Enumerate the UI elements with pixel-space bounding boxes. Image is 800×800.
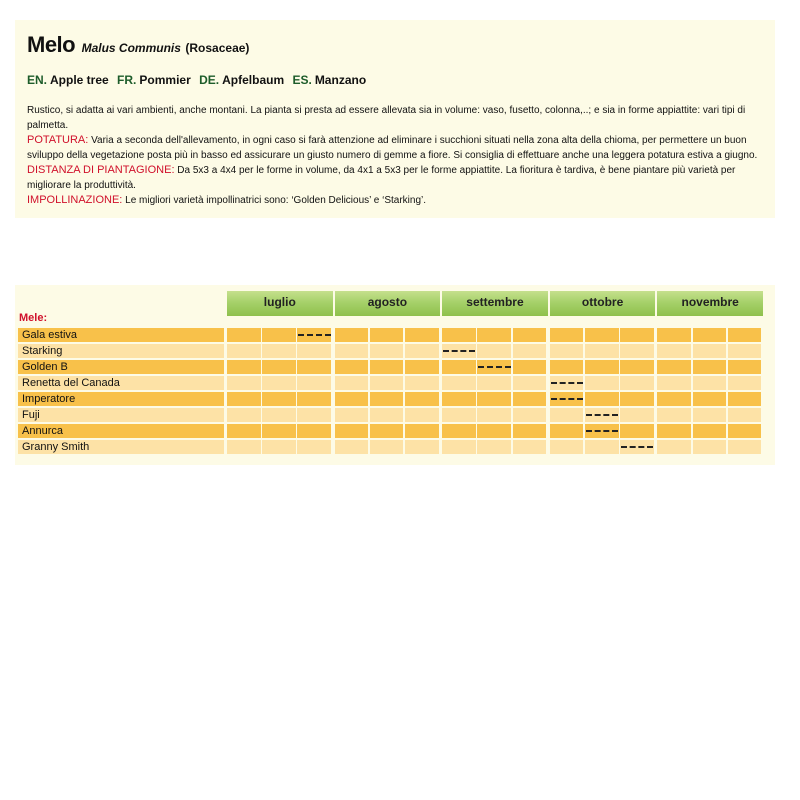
calendar-cell bbox=[442, 360, 476, 374]
harvest-period-marker bbox=[298, 334, 330, 336]
variety-label: Imperatore bbox=[18, 392, 224, 406]
plant-common-name: Melo bbox=[27, 32, 76, 57]
calendar-cell bbox=[442, 424, 476, 438]
variety-label: Gala estiva bbox=[18, 328, 224, 342]
calendar-cell bbox=[405, 392, 439, 406]
lang-code-en: EN. bbox=[27, 73, 48, 87]
calendar-cell bbox=[370, 360, 404, 374]
calendar-cell bbox=[405, 424, 439, 438]
calendar-cell bbox=[693, 392, 727, 406]
calendar-cell bbox=[262, 328, 296, 342]
harvest-period-marker bbox=[586, 414, 618, 416]
plant-description bbox=[27, 103, 767, 208]
harvest-period-marker bbox=[551, 398, 583, 400]
calendar-cell bbox=[262, 408, 296, 422]
calendar-cell bbox=[335, 424, 369, 438]
intro-text: Rustico, si adatta ai vari ambienti, anche montani. La pianta si presta ad essere allevata sia in volume: vaso, fusetto, colonna,..; e sia in forme appiattite: vari tipi di palmetta. bbox=[27, 105, 746, 131]
plant-title bbox=[27, 32, 249, 58]
calendar-cell bbox=[728, 376, 762, 390]
calendar-cell bbox=[550, 328, 584, 342]
calendar-cell bbox=[550, 424, 584, 438]
calendar-cell bbox=[370, 344, 404, 358]
month-header-ottobre: ottobre bbox=[550, 291, 656, 316]
calendar-cell bbox=[620, 408, 654, 422]
calendar-cell bbox=[657, 344, 691, 358]
calendar-cell bbox=[297, 440, 331, 454]
lang-code-de: DE. bbox=[199, 73, 220, 87]
calendar-cell bbox=[370, 440, 404, 454]
calendar-cell bbox=[335, 392, 369, 406]
calendar-cell bbox=[620, 344, 654, 358]
calendar-cell bbox=[297, 392, 331, 406]
calendar-cell bbox=[227, 392, 261, 406]
calendar-cell bbox=[370, 328, 404, 342]
impollinazione-label: IMPOLLINAZIONE: bbox=[27, 194, 123, 206]
name-de: Apfelbaum bbox=[222, 73, 285, 87]
calendar-cell bbox=[335, 344, 369, 358]
calendar-cell bbox=[620, 376, 654, 390]
calendar-cell bbox=[693, 328, 727, 342]
calendar-cell bbox=[513, 424, 547, 438]
impollinazione-paragraph bbox=[27, 193, 767, 208]
calendar-cell bbox=[442, 408, 476, 422]
translated-names bbox=[27, 73, 366, 87]
calendar-cell bbox=[227, 408, 261, 422]
calendar-cell bbox=[657, 408, 691, 422]
calendar-cell bbox=[405, 344, 439, 358]
calendar-cell bbox=[550, 440, 584, 454]
calendar-cell bbox=[585, 392, 619, 406]
variety-label: Golden B bbox=[18, 360, 224, 374]
calendar-cell bbox=[513, 344, 547, 358]
calendar-cell bbox=[262, 360, 296, 374]
distanza-label: DISTANZA DI PIANTAGIONE: bbox=[27, 164, 175, 176]
variety-label: Renetta del Canada bbox=[18, 376, 224, 390]
calendar-cell bbox=[227, 328, 261, 342]
calendar-cell bbox=[262, 392, 296, 406]
calendar-cell bbox=[227, 376, 261, 390]
harvest-period-marker bbox=[478, 366, 510, 368]
calendar-cell bbox=[585, 440, 619, 454]
calendar-cell bbox=[728, 424, 762, 438]
calendar-cell bbox=[405, 360, 439, 374]
calendar-cell bbox=[405, 328, 439, 342]
calendar-cell bbox=[693, 440, 727, 454]
calendar-cell bbox=[585, 344, 619, 358]
calendar-cell bbox=[370, 376, 404, 390]
calendar-cell bbox=[442, 392, 476, 406]
calendar-cell bbox=[728, 408, 762, 422]
month-header-novembre: novembre bbox=[657, 291, 763, 316]
calendar-cell bbox=[693, 344, 727, 358]
calendar-cell bbox=[620, 392, 654, 406]
potatura-text: Varia a seconda dell'allevamento, in ogni caso si farà attenzione ad eliminare i succhioni situati nella zona alta della chioma, per permettere un buon sviluppo della vegetazione posta più in basso ed assicurare un giusto numero di gemme a fiore. Si consiglia di effettuare anche una leggera potatura estiva a giugno. bbox=[27, 135, 758, 161]
calendar-cell bbox=[370, 408, 404, 422]
calendar-cell bbox=[297, 360, 331, 374]
calendar-cell bbox=[297, 408, 331, 422]
calendar-cell bbox=[550, 344, 584, 358]
calendar-cell bbox=[262, 344, 296, 358]
calendar-cell bbox=[693, 376, 727, 390]
distanza-text: Da 5x3 a 4x4 per le forme in volume, da 4x1 a 5x3 per le forme appiattite. La fioritura è tardiva, è bene piantare più varietà per migliorare la produttività. bbox=[27, 165, 736, 191]
calendar-cell bbox=[262, 440, 296, 454]
calendar-cell bbox=[227, 440, 261, 454]
variety-label: Annurca bbox=[18, 424, 224, 438]
calendar-cell bbox=[297, 344, 331, 358]
calendar-cell bbox=[262, 376, 296, 390]
calendar-cell bbox=[728, 328, 762, 342]
calendar-cell bbox=[550, 360, 584, 374]
calendar-cell bbox=[442, 440, 476, 454]
lang-code-es: ES. bbox=[292, 73, 312, 87]
calendar-cell bbox=[620, 328, 654, 342]
calendar-cell bbox=[728, 392, 762, 406]
calendar-cell bbox=[227, 344, 261, 358]
variety-label: Fuji bbox=[18, 408, 224, 422]
calendar-cell bbox=[477, 392, 511, 406]
calendar-cell bbox=[370, 392, 404, 406]
lang-code-fr: FR. bbox=[117, 73, 137, 87]
calendar-cell bbox=[620, 424, 654, 438]
calendar-cell bbox=[513, 328, 547, 342]
calendar-cell bbox=[405, 408, 439, 422]
plant-info-card bbox=[15, 20, 775, 218]
harvest-period-marker bbox=[621, 446, 653, 448]
calendar-cell bbox=[657, 424, 691, 438]
calendar-cell bbox=[335, 328, 369, 342]
name-es: Manzano bbox=[314, 73, 367, 87]
plant-scientific-name: Malus Communis bbox=[81, 41, 181, 55]
calendar-cell bbox=[657, 328, 691, 342]
calendar-cell bbox=[620, 360, 654, 374]
calendar-cell bbox=[728, 360, 762, 374]
harvest-period-marker bbox=[551, 382, 583, 384]
calendar-cell bbox=[657, 440, 691, 454]
month-header-agosto: agosto bbox=[335, 291, 441, 316]
calendar-cell bbox=[477, 408, 511, 422]
distanza-paragraph bbox=[27, 163, 767, 193]
calendar-group-label: Mele: bbox=[19, 312, 48, 324]
calendar-cell bbox=[297, 424, 331, 438]
calendar-cell bbox=[297, 376, 331, 390]
month-header-settembre: settembre bbox=[442, 291, 548, 316]
calendar-cell bbox=[405, 440, 439, 454]
calendar-cell bbox=[477, 328, 511, 342]
calendar-cell bbox=[442, 376, 476, 390]
calendar-cell bbox=[728, 344, 762, 358]
calendar-cell bbox=[370, 424, 404, 438]
calendar-cell bbox=[728, 440, 762, 454]
calendar-cell bbox=[513, 408, 547, 422]
calendar-cell bbox=[442, 328, 476, 342]
calendar-cell bbox=[477, 440, 511, 454]
calendar-cell bbox=[585, 328, 619, 342]
month-header-luglio: luglio bbox=[227, 291, 333, 316]
calendar-cell bbox=[657, 360, 691, 374]
calendar-cell bbox=[335, 360, 369, 374]
calendar-cell bbox=[657, 392, 691, 406]
calendar-cell bbox=[693, 424, 727, 438]
variety-label: Granny Smith bbox=[18, 440, 224, 454]
calendar-cell bbox=[335, 408, 369, 422]
calendar-cell bbox=[405, 376, 439, 390]
calendar-cell bbox=[227, 424, 261, 438]
calendar-cell bbox=[550, 408, 584, 422]
calendar-cell bbox=[335, 376, 369, 390]
calendar-cell bbox=[513, 440, 547, 454]
calendar-cell bbox=[693, 408, 727, 422]
calendar-cell bbox=[477, 376, 511, 390]
potatura-label: POTATURA: bbox=[27, 134, 89, 146]
name-en: Apple tree bbox=[50, 73, 109, 87]
calendar-cell bbox=[585, 376, 619, 390]
plant-family: (Rosaceae) bbox=[185, 41, 250, 55]
harvest-period-marker bbox=[586, 430, 618, 432]
calendar-cell bbox=[585, 360, 619, 374]
calendar-cell bbox=[657, 376, 691, 390]
calendar-cell bbox=[477, 344, 511, 358]
calendar-cell bbox=[693, 360, 727, 374]
calendar-cell bbox=[227, 360, 261, 374]
harvest-period-marker bbox=[443, 350, 475, 352]
variety-label: Starking bbox=[18, 344, 224, 358]
calendar-cell bbox=[335, 440, 369, 454]
calendar-cell bbox=[513, 392, 547, 406]
calendar-cell bbox=[513, 376, 547, 390]
calendar-cell bbox=[513, 360, 547, 374]
potatura-paragraph bbox=[27, 133, 767, 163]
calendar-cell bbox=[262, 424, 296, 438]
name-fr: Pommier bbox=[139, 73, 191, 87]
calendar-cell bbox=[477, 424, 511, 438]
impollinazione-text: Le migliori varietà impollinatrici sono: ‘Golden Delicious’ e ‘Starking’. bbox=[122, 195, 427, 206]
